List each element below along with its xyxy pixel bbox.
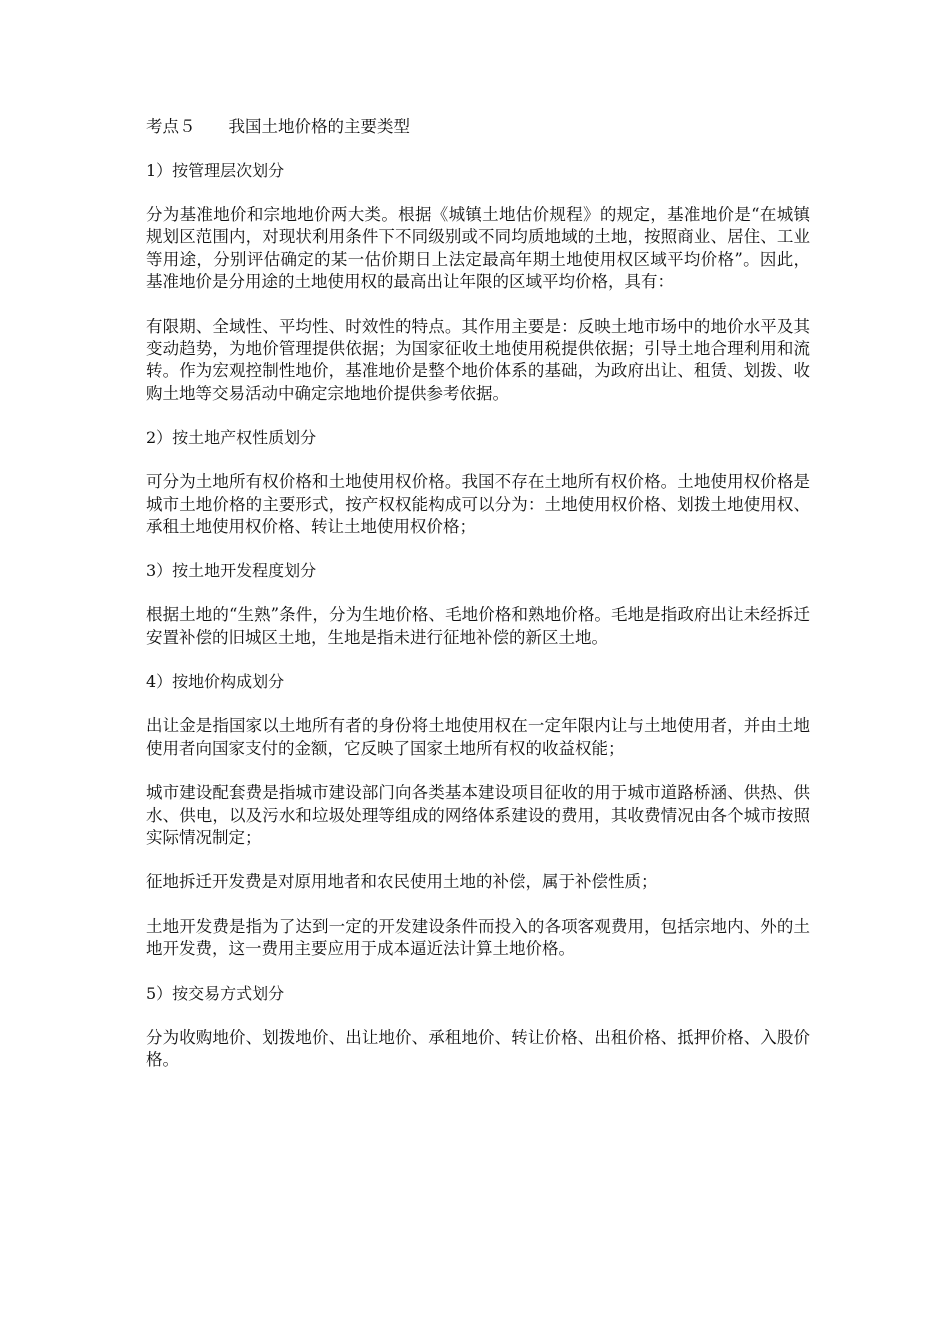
paragraph: 土地开发费是指为了达到一定的开发建设条件而投入的各项客观费用，包括宗地内、外的土地开发费，这一费用主要应用于成本逼近法计算土地价格。 (146, 916, 810, 959)
section-heading: 5）按交易方式划分 (146, 983, 285, 1003)
paragraph: 有限期、全域性、平均性、时效性的特点。其作用主要是：反映土地市场中的地价水平及其变动趋势，为地价管理提供依据；为国家征收土地使用税提供依据；引导土地合理利用和流转。作为宏观控制性地价，基准地价是整个地价体系的基础，为政府出让、租赁、划拨、收购土地等交易活动中确定宗地地价提供参考依据。 (146, 316, 810, 403)
paragraph: 出让金是指国家以土地所有者的身份将土地使用权在一定年限内让与土地使用者，并由土地使用者向国家支付的金额，它反映了国家土地所有权的收益权能； (146, 716, 810, 758)
document-page (146, 116, 810, 1093)
paragraph: 分为收购地价、划拨地价、出让地价、承租地价、转让价格、出租价格、抵押价格、入股价格。 (146, 1027, 810, 1069)
paragraph: 根据土地的“生熟”条件，分为生地价格、毛地价格和熟地价格。毛地是指政府出让未经拆迁安置补偿的旧城区土地，生地是指未进行征地补偿的新区土地。 (146, 605, 810, 647)
paragraph: 征地拆迁开发费是对原用地者和农民使用土地的补偿，属于补偿性质； (146, 872, 658, 892)
paragraph: 分为基准地价和宗地地价两大类。根据《城镇土地估价规程》的规定，基准地价是“在城镇规划区范围内，对现状利用条件下不同级别或不同均质地域的土地，按照商业、居住、工业等用途，分别评估确定的某一估价期日上法定最高年期土地使用权区域平均价格”。因此，基准地价是分用途的土地使用权的最高出让年限的区域平均价格，具有： (146, 205, 810, 292)
section-heading: 2）按土地产权性质划分 (146, 428, 317, 448)
section-heading: 3）按土地开发程度划分 (146, 561, 317, 581)
section-heading: 4）按地价构成划分 (146, 672, 285, 692)
paragraph: 城市建设配套费是指城市建设部门向各类基本建设项目征收的用于城市道路桥涵、供热、供水、供电，以及污水和垃圾处理等组成的网络体系建设的费用，其收费情况由各个城市按照实际情况制定； (146, 783, 810, 847)
paragraph: 可分为土地所有权价格和土地使用权价格。我国不存在土地所有权价格。土地使用权价格是城市土地价格的主要形式，按产权权能构成可以分为：土地使用权价格、划拨土地使用权、承租土地使用权价格、转让土地使用权价格； (146, 472, 810, 537)
document-title: 考点５ 我国土地价格的主要类型 (146, 117, 410, 136)
section-heading: 1）按管理层次划分 (146, 161, 285, 180)
